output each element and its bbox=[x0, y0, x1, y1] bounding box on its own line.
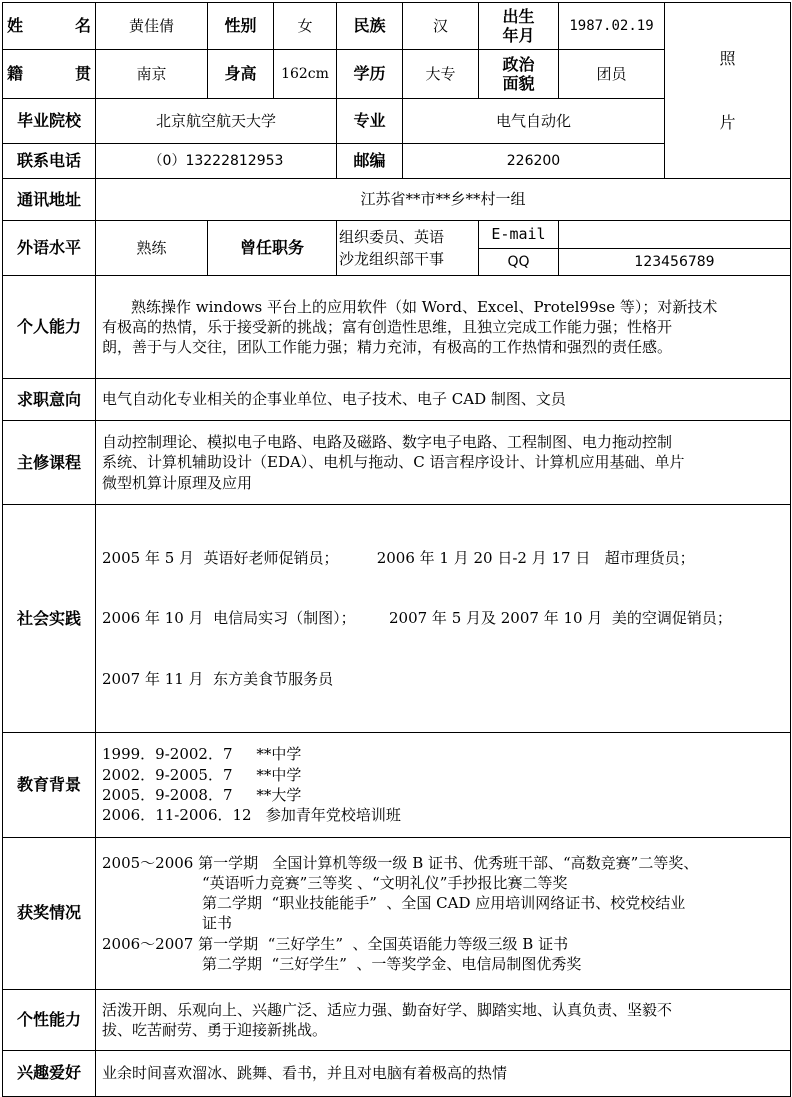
intention-text: 电气自动化专业相关的企事业单位、电子技术、电子 CAD 制图、文员 bbox=[96, 379, 791, 421]
address-label: 通讯地址 bbox=[3, 179, 96, 221]
personality-line-2: 拔、吃苦耐劳、勇于迎接新挑战。 bbox=[102, 1020, 328, 1039]
awards-line-4: 证书 bbox=[202, 914, 233, 933]
personality-label: 个性能力 bbox=[3, 989, 96, 1050]
personality-line-1: 活泼开朗、乐观向上、兴趣广泛、适应力强、勤奋好学、脚踏实地、认真负责、坚毅不 bbox=[102, 1000, 673, 1019]
height-value: 162cm bbox=[274, 50, 337, 99]
practice-line-2: 2006 年 10 月 电信局实习（制图）； 2007 年 5 月及 2007 年 10 月 美的空调促销员； bbox=[102, 609, 732, 628]
edu-background-label: 教育背景 bbox=[3, 732, 96, 837]
major-label: 专业 bbox=[337, 99, 403, 144]
name-label-char-1: 姓 bbox=[7, 16, 24, 36]
practice-line-1: 2005 年 5 月 英语好老师促销员； 2006 年 1 月 20 日-2 月 17 日 超市理货员； bbox=[102, 548, 695, 567]
awards-text bbox=[96, 837, 791, 989]
name-value: 黄佳倩 bbox=[96, 3, 208, 50]
edu-line-2: 2002．9-2005．7 **中学 bbox=[102, 765, 302, 784]
email-value bbox=[559, 221, 791, 249]
practice-label: 社会实践 bbox=[3, 505, 96, 733]
major-value: 电气自动化 bbox=[403, 99, 665, 144]
phone-value: （0）13222812953 bbox=[96, 144, 337, 179]
awards-line-2: “英语听力竞赛”三等奖 、“文明礼仪”手抄报比赛二等奖 bbox=[202, 873, 568, 892]
ability-line-3: 朗，善于与人交往，团队工作能力强；精力充沛，有极高的工作热情和强烈的责任感。 bbox=[102, 338, 673, 357]
political-label-line-2: 面貌 bbox=[502, 74, 535, 93]
hobby-label: 兴趣爱好 bbox=[3, 1050, 96, 1096]
email-label: E-mail bbox=[479, 221, 559, 249]
courses-label: 主修课程 bbox=[3, 421, 96, 505]
birth-label-line-1: 出生 bbox=[502, 6, 535, 26]
gender-label: 性别 bbox=[208, 3, 274, 50]
photo-label-2: 片 bbox=[719, 112, 736, 132]
political-label bbox=[479, 50, 559, 99]
height-label: 身高 bbox=[208, 50, 274, 99]
postcode-value: 226200 bbox=[403, 144, 665, 179]
practice-line-3: 2007 年 11 月 东方美食节服务员 bbox=[102, 670, 334, 688]
origin-label-char-1: 籍 bbox=[7, 64, 24, 84]
ability-text bbox=[96, 276, 791, 379]
ethnicity-label: 民族 bbox=[337, 3, 403, 50]
origin-label bbox=[3, 50, 96, 99]
awards-label: 获奖情况 bbox=[3, 837, 96, 989]
position-line-2: 沙龙组织部干事 bbox=[339, 250, 445, 268]
ability-label: 个人能力 bbox=[3, 276, 96, 379]
practice-text bbox=[96, 505, 791, 733]
edu-line-4: 2006．11-2006．12 参加青年党校培训班 bbox=[102, 806, 401, 824]
qq-value: 123456789 bbox=[559, 249, 791, 276]
courses-line-2: 系统、计算机辅助设计（EDA）、电机与拖动、C 语言程序设计、计算机应用基础、单片 bbox=[102, 453, 685, 472]
courses-line-3: 微型机算计原理及应用 bbox=[102, 473, 253, 492]
photo-box bbox=[665, 3, 791, 179]
language-label: 外语水平 bbox=[3, 221, 96, 276]
origin-label-char-2: 贯 bbox=[74, 64, 91, 84]
address-value: 江苏省**市**乡**村一组 bbox=[96, 179, 791, 221]
awards-line-5: 2006～2007 第一学期 “三好学生” 、全国英语能力等级三级 B 证书 bbox=[102, 934, 569, 953]
phone-label: 联系电话 bbox=[3, 144, 96, 179]
edu-background-text bbox=[96, 732, 791, 837]
intention-label: 求职意向 bbox=[3, 379, 96, 421]
education-label: 学历 bbox=[337, 50, 403, 99]
political-value: 团员 bbox=[559, 50, 665, 99]
hobby-text: 业余时间喜欢溜冰、跳舞、看书，并且对电脑有着极高的热情 bbox=[96, 1050, 791, 1096]
ability-line-2: 有极高的热情，乐于接受新的挑战；富有创造性思维，且独立完成工作能力强；性格开 bbox=[102, 317, 673, 336]
position-line-1: 组织委员、英语 bbox=[339, 227, 445, 246]
personality-text bbox=[96, 989, 791, 1050]
postcode-label: 邮编 bbox=[337, 144, 403, 179]
ethnicity-value: 汉 bbox=[403, 3, 479, 50]
awards-line-6: 第二学期 “三好学生” 、一等奖学金、电信局制图优秀奖 bbox=[202, 954, 582, 973]
position-value bbox=[337, 221, 479, 276]
education-value: 大专 bbox=[403, 50, 479, 99]
courses-text bbox=[96, 421, 791, 505]
edu-line-1: 1999．9-2002．7 **中学 bbox=[102, 745, 302, 764]
awards-line-1: 2005～2006 第一学期 全国计算机等级一级 B 证书、优秀班干部、“高数竞赛”二等奖、 bbox=[102, 853, 699, 872]
name-label bbox=[3, 3, 96, 50]
resume-table bbox=[2, 2, 791, 1097]
birth-value: 1987.02.19 bbox=[559, 3, 665, 50]
gender-value: 女 bbox=[274, 3, 337, 50]
birth-label-line-2: 年月 bbox=[502, 26, 535, 45]
courses-line-1: 自动控制理论、模拟电子电路、电路及磁路、数字电子电路、工程制图、电力拖动控制 bbox=[102, 433, 673, 452]
position-label: 曾任职务 bbox=[208, 221, 337, 276]
origin-value: 南京 bbox=[96, 50, 208, 99]
political-label-line-1: 政治 bbox=[502, 54, 535, 74]
school-label: 毕业院校 bbox=[3, 99, 96, 144]
ability-line-1: 熟练操作 windows 平台上的应用软件（如 Word、Excel、Protel99se 等）；对新技术 bbox=[131, 297, 718, 316]
photo-label-1: 照 bbox=[719, 48, 736, 68]
edu-line-3: 2005．9-2008．7 **大学 bbox=[102, 785, 302, 804]
birth-label bbox=[479, 3, 559, 50]
awards-line-3: 第二学期 “职业技能能手” 、全国 CAD 应用培训网络证书、校党校结业 bbox=[202, 894, 686, 912]
qq-label: QQ bbox=[479, 249, 559, 276]
language-value: 熟练 bbox=[96, 221, 208, 276]
school-value: 北京航空航天大学 bbox=[96, 99, 337, 144]
name-label-char-2: 名 bbox=[74, 16, 91, 36]
